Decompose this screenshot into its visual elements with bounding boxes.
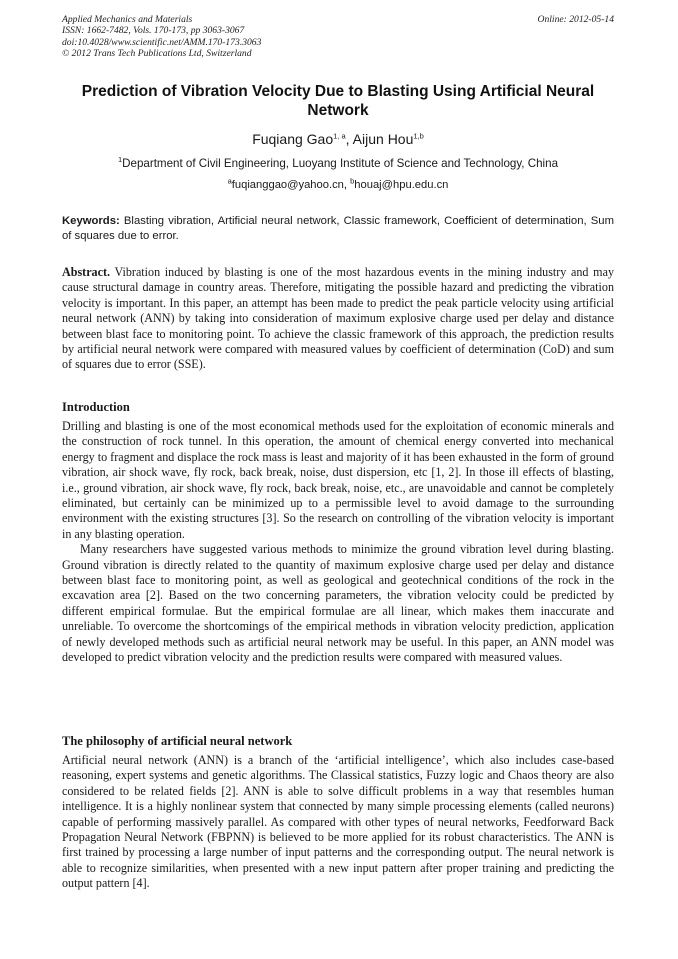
introduction-paragraph-1: Drilling and blasting is one of the most economical methods used for the exploitation of economic minerals and the construction of rock tunnel. In this operation, the amount of chemical energy converted into mechanical energy to fragment and displace the rock mass is least and majority of it has been exhausted in the form of ground vibration, air shock wave, fly rock, back break, noise, dust dispersion, etc [1, 2]. In those ill effects of blasting, i.e., ground vibration, air shock wave, fly rock, back break, noise, etc., are unavoidable and cannot be completely eliminated, but certainly can be minimized up to a permissible level to avoid damage to the surrounding environment with the existing structures [3]. So the research on controlling of the vibration velocity is important in any blasting operation. [62,419,614,541]
doi-line: doi:10.4028/www.scientific.net/AMM.170-173.3063 [62,36,262,48]
affiliation-sup: 1 [117,155,123,165]
introduction-heading: Introduction [62,400,130,414]
journal-name: Applied Mechanics and Materials [62,14,193,25]
abstract-text: Vibration induced by blasting is one of the most hazardous events in the mining industry and may cause structural damage in country areas. Therefore, mitigating the possible hazard and predicting the vibration velocity is important. In this paper, an attempt has been made to predict the peak particle velocity using artificial neural network (ANN) by taking into consideration of maximum explosive charge used per delay and distance between blast face to monitoring point. To achieve the classic framework of this approach, the prediction results by artificial neural network were compared with measured values by coefficient of determination (CoD) and sum of squares due to error (SSE). [62,265,614,372]
journal-metadata [62,14,261,59]
online-date: Online: 2012-05-14 [537,14,614,25]
issn-line: ISSN: 1662-7482, Vols. 170-173, pp 3063-3067 [62,25,245,37]
author-line [62,131,614,148]
email-2[interactable]: houaj@hpu.edu.cn [354,179,449,191]
introduction-paragraph-2: Many researchers have suggested various methods to minimize the ground vibration level during blasting. Ground vibration is directly related to the quantity of maximum explosive charge used per delay and distance between blast face to monitoring point, as well as geological and geotechnical conditions of the rock in the excavation area [2]. Based on the two concerning parameters, the vibration velocity could be predicted by different empirical formulae. But the empirical formulae are all linear, which makes them inaccurate and unreliable. To overcome the shortcomings of the empirical methods in vibration velocity prediction, application of newly developed methods such as artificial neural network may be useful. In this paper, an ANN model was developed to predict vibration velocity and the prediction results were compared with measured values. [62,542,614,665]
author-1-sup: 1, a [333,131,346,141]
email-1[interactable]: fuqianggao@yahoo.cn, [231,179,351,191]
author-2: Aijun Hou [352,131,414,147]
email-2-sup: b [350,176,355,186]
keywords-text: Blasting vibration, Artificial neural network, Classic framework, Coefficient of determination, Sum of squares due to error. [62,215,614,243]
ann-paragraph-1: Artificial neural network (ANN) is a branch of the ‘artificial intelligence’, which also includes case-based reasoning, expert systems and genetic algorithms. The Classical statistics, Fuzzy logic and Chaos theory are also considered to be related fields [2]. ANN is able to solve difficult problems in a way that resembles human intelligence. It is a highly nonlinear system that connected by many simple processing elements (called neurons) capable of performing massively parallel. As compared with other types of neural networks, Feedforward Back Propagation Neural Network (FBPNN) is believed to be more applied for its robust characteristics. The ANN is first trained by processing a large number of input patterns and the corresponding output. The neural network is able to recognize similarities, when presented with a new input pattern after proper training and predicting the output pattern [4]. [62,753,614,891]
affiliation [62,157,614,171]
abstract-block [62,265,614,373]
affiliation-text: Department of Civil Engineering, Luoyang Institute of Science and Technology, China [122,157,559,170]
keywords-label: Keywords: [62,215,120,227]
introduction-body [62,419,614,666]
ann-philosophy-heading: The philosophy of artificial neural network [62,734,293,748]
email-1-sup: a [227,176,232,186]
author-separator: , [345,131,353,147]
copyright-line: © 2012 Trans Tech Publications Ltd, Switzerland [62,47,252,59]
email-line [62,178,614,192]
abstract-label: Abstract. [62,265,111,279]
ann-philosophy-body [62,753,614,892]
author-1: Fuqiang Gao [252,131,334,147]
paper-title: Prediction of Vibration Velocity Due to Blasting Using Artificial Neural Network [81,83,595,119]
author-2-sup: 1,b [413,131,424,141]
keywords-block [62,214,614,244]
